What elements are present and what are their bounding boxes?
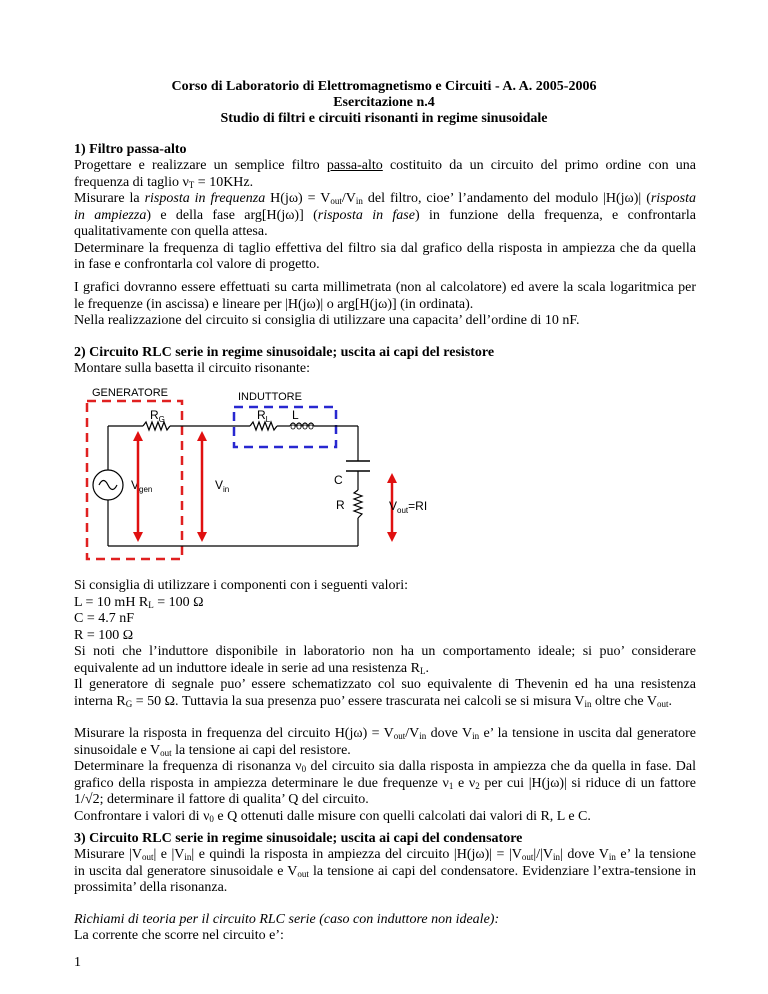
text: e Q ottenuti dalle misure con quelli calcolati dai valori di R, L e C. <box>213 808 591 824</box>
text: . <box>425 660 429 676</box>
l-label: L <box>292 408 299 422</box>
text: e’ la tensione in uscita dal generatore <box>479 726 696 741</box>
rg-resistor-symbol <box>143 422 170 430</box>
vin-arrow-head-top <box>197 431 207 441</box>
vgen-label: $V_{gen}$ <box>131 478 153 494</box>
text: grafico della risposta in ampiezza determinare le due frequenze ν <box>74 775 449 791</box>
text: Si consiglia di utilizzare i componenti con i seguenti valori: <box>74 578 408 593</box>
text: /V <box>341 191 356 206</box>
text: . <box>668 693 672 709</box>
rl-label: $R_L$ <box>257 408 271 424</box>
text: equivalente ad un induttore ideale in serie ad una resistenza R <box>74 660 420 676</box>
text: del circuito sia dalla risposta in ampiezza che da quella in fase. Dal <box>306 759 697 774</box>
sub: 1 <box>448 780 454 791</box>
text: I grafici dovranno essere effettuati su carta millimetrata (non al calcolatore) ed avere la scala logaritmica per <box>74 280 696 295</box>
sub: 0 <box>301 764 307 774</box>
page-number: 1 <box>74 955 81 970</box>
text: Nella realizzazione del circuito si consiglia di utilizzare una capacita’ dell’ordine di 10 nF. <box>74 313 580 328</box>
text: Il generatore di segnale puo’ essere schematizzato col suo equivalente di Thevenin ed ha una resistenza <box>74 677 696 692</box>
sub: in <box>419 731 427 741</box>
text: dove V <box>426 726 473 741</box>
text: R = 100 Ω <box>74 627 134 643</box>
text: | e quindi la risposta in ampiezza del circuito |H(jω)| = |V <box>191 847 522 862</box>
doc-heading: Studio di filtri e circuiti risonanti in regime sinusoidale <box>220 111 548 126</box>
sub: in <box>584 698 592 709</box>
text: = 50 Ω. Tuttavia la sua presenza puo’ essere trascurata nei calcoli se si misura V <box>132 693 585 709</box>
component-values <box>74 578 696 710</box>
sub: in <box>184 852 192 862</box>
vgen-arrow-head-top <box>133 431 143 441</box>
text: 1/√2; determinare il fattore di qualita’ Q del circuito. <box>74 792 369 807</box>
text: oltre che V <box>591 693 657 709</box>
text: | e |V <box>153 847 185 862</box>
sub: L <box>148 599 154 610</box>
generatore-label: GENERATORE <box>92 387 168 399</box>
doc-title: Corso di Laboratorio di Elettromagnetismo e Circuiti - A. A. 2005-2006 <box>171 79 597 94</box>
text: ) e della fase arg[H(jω)] ( <box>146 207 318 223</box>
text: ) in funzione della frequenza, e confrontarla <box>414 207 696 223</box>
rlc-circuit-diagram <box>80 383 500 568</box>
theory-text: La corrente che scorre nel circuito e’: <box>74 928 284 943</box>
text: | dove V <box>560 847 609 862</box>
text: = 100 Ω <box>153 594 204 610</box>
sub: G <box>125 698 133 709</box>
vin-arrow-head-bottom <box>197 532 207 542</box>
section-1-title: 1) Filtro passa-alto <box>74 142 187 157</box>
text: C = 4.7 nF <box>74 611 135 626</box>
italic-text: risposta in frequenza <box>144 191 266 206</box>
text: Misurare la risposta in frequenza del circuito H(jω) = V <box>74 726 394 741</box>
text: e’ la tensione <box>615 847 696 862</box>
r-label: R <box>336 498 345 512</box>
section-3-paragraph <box>74 847 696 897</box>
section-2-intro: Montare sulla basetta il circuito risonante: <box>74 361 310 376</box>
passa-alto-underlined: passa-alto <box>326 158 383 173</box>
doc-subtitle: Esercitazione n.4 <box>333 95 435 110</box>
text: del filtro, cioe’ l’andamento del modulo |H(jω)| ( <box>362 191 651 206</box>
italic-text: in ampiezza <box>74 207 147 223</box>
sub: out <box>160 747 172 758</box>
text: Confrontare i valori di ν <box>74 808 210 824</box>
vout-arrow-head-bottom <box>387 532 397 542</box>
sub: in <box>355 196 363 206</box>
section-1-paragraph-1 <box>74 158 696 191</box>
text: la tensione ai capi del resistore. <box>171 742 351 758</box>
text: Progettare e realizzare un semplice filtro <box>74 158 327 173</box>
r-resistor-symbol <box>354 490 362 518</box>
sub: in <box>608 852 616 862</box>
sub: in <box>472 731 480 741</box>
text: e ν <box>453 775 476 791</box>
italic-text: risposta in fase <box>317 207 415 223</box>
text: per cui |H(jω)| si riduce di un fattore <box>479 775 696 791</box>
sub: out <box>330 196 342 206</box>
text: interna R <box>74 693 126 709</box>
vgen-arrow-head-bottom <box>133 532 143 542</box>
sub: 2 <box>475 780 480 791</box>
text: qualitativamente con quella attesa. <box>74 224 268 239</box>
text: sinusoidale e V <box>74 742 161 758</box>
text: costituito da un circuito del primo ordine con una <box>382 158 696 173</box>
theory-heading: Richiami di teoria per il circuito RLC serie (caso con induttore non ideale): <box>74 912 500 927</box>
rg-label: $R_G$ <box>150 408 165 424</box>
vout-arrow-head-top <box>387 473 397 483</box>
induttore-label: INDUTTORE <box>238 391 302 403</box>
section-1-paragraph-2 <box>74 191 696 274</box>
text: /V <box>405 726 420 741</box>
text: H(jω) = V <box>265 191 331 206</box>
text: L = 10 mH R <box>74 594 149 610</box>
italic-text: risposta <box>650 191 696 206</box>
sub: L <box>419 665 426 676</box>
text: le frequenze (in ascissa) e lineare per |H(jω)| o arg[H(jω)] (in ordinata). <box>74 296 474 312</box>
sub: 0 <box>209 813 214 824</box>
sub: out <box>297 868 309 879</box>
text: in fase e confrontarla col valore di progetto. <box>74 257 320 272</box>
text: frequenza di taglio ν <box>74 174 189 190</box>
text: Misurare la <box>74 191 145 206</box>
sub: out <box>393 731 406 741</box>
text: |/|V <box>533 847 553 862</box>
vin-label: $V_{in}$ <box>215 478 230 494</box>
section-2-title: 2) Circuito RLC serie in regime sinusoidale; uscita ai capi del resistore <box>74 345 495 360</box>
section-3-title: 3) Circuito RLC serie in regime sinusoidale; uscita ai capi del condensatore <box>74 831 523 846</box>
text: Determinare la frequenza di risonanza ν <box>74 759 302 774</box>
text: prossimita’ della risonanza. <box>74 880 228 895</box>
vout-label: $V_{out}=RI$ <box>389 499 428 515</box>
sub: out <box>141 852 154 862</box>
inductor-box <box>234 407 336 447</box>
text: = 10KHz. <box>194 174 254 190</box>
sub: out <box>521 852 534 862</box>
text: in uscita dal generatore sinusoidale e V <box>74 863 298 879</box>
text: Misurare |V <box>74 847 142 862</box>
text: Si noti che l’induttore disponibile in laboratorio non ha un comportamento ideale; si puo’ considerare <box>74 644 696 659</box>
section-1-paragraph-3 <box>74 280 696 330</box>
text: Determinare la frequenza di taglio effettiva del filtro sia dal grafico della risposta in ampiezza che da quella <box>74 240 696 256</box>
text: la tensione ai capi del condensatore. Evidenziare l’extra-tensione in <box>308 863 696 879</box>
sub: in <box>553 852 561 862</box>
c-label: C <box>334 473 343 487</box>
rl-resistor-symbol <box>250 422 277 430</box>
sub: T <box>188 179 195 190</box>
section-2-measurement <box>74 726 696 825</box>
sub: out <box>656 698 669 709</box>
